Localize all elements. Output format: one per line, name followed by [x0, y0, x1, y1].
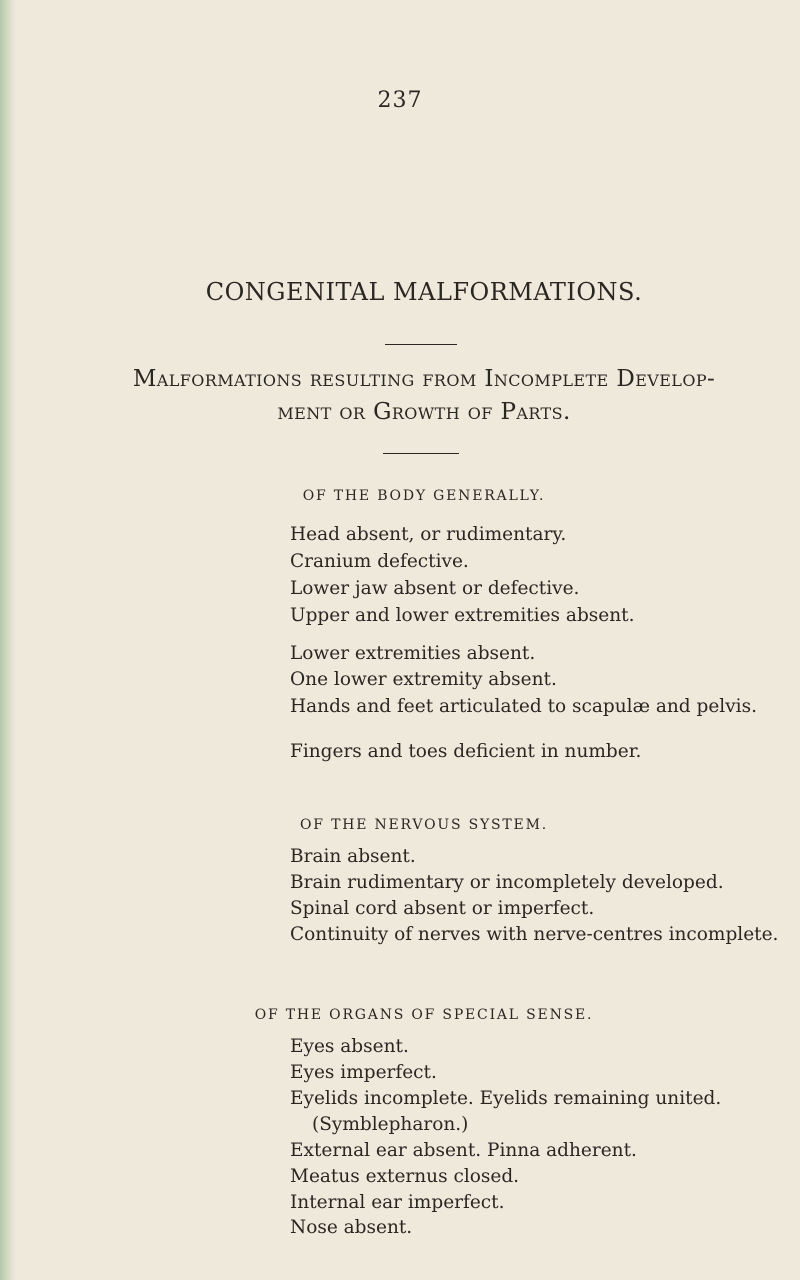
list-item: Continuity of nerves with nerve-centres incomplete. — [290, 924, 779, 945]
list-item: Internal ear imperfect. — [290, 1192, 505, 1213]
list-item: Lower extremities absent. — [290, 643, 536, 664]
list-item: Eyes absent. — [290, 1036, 409, 1057]
list-item: One lower extremity absent. — [290, 669, 557, 690]
page-edge — [0, 0, 16, 1280]
list-item: Eyelids incomplete. Eyelids remaining united. — [290, 1088, 722, 1109]
list-item: Brain absent. — [290, 846, 416, 867]
list-item: (Symblepharon.) — [312, 1114, 469, 1135]
section-heading-body: OF THE BODY GENERALLY. — [302, 488, 546, 504]
page-number: 237 — [377, 88, 423, 113]
subtitle-line-1: Malformations resulting from Incomplete Develop- — [132, 366, 716, 392]
list-item: Upper and lower extremities absent. — [290, 605, 635, 626]
list-item: Hands and feet articulated to scapulæ and pelvis. — [290, 696, 757, 717]
list-item: Fingers and toes deficient in number. — [290, 741, 642, 762]
list-item: Eyes imperfect. — [290, 1062, 437, 1083]
section-heading-special-sense: OF THE ORGANS OF SPECIAL SENSE. — [254, 1007, 594, 1023]
divider — [385, 344, 457, 345]
subtitle-line-2: ment or Growth of Parts. — [277, 399, 571, 425]
list-item: Brain rudimentary or incompletely developed. — [290, 872, 724, 893]
list-item: Cranium defective. — [290, 551, 469, 572]
list-item: Meatus externus closed. — [290, 1166, 520, 1187]
list-item: External ear absent. Pinna adherent. — [290, 1140, 637, 1161]
section-heading-nervous-system: OF THE NERVOUS SYSTEM. — [300, 817, 548, 833]
list-item: Spinal cord absent or imperfect. — [290, 898, 595, 919]
list-item: Head absent, or rudimentary. — [290, 524, 567, 545]
divider — [383, 453, 459, 454]
list-item: Lower jaw absent or defective. — [290, 578, 580, 599]
list-item: Nose absent. — [290, 1217, 413, 1238]
page-title: CONGENITAL MALFORMATIONS. — [205, 278, 643, 306]
